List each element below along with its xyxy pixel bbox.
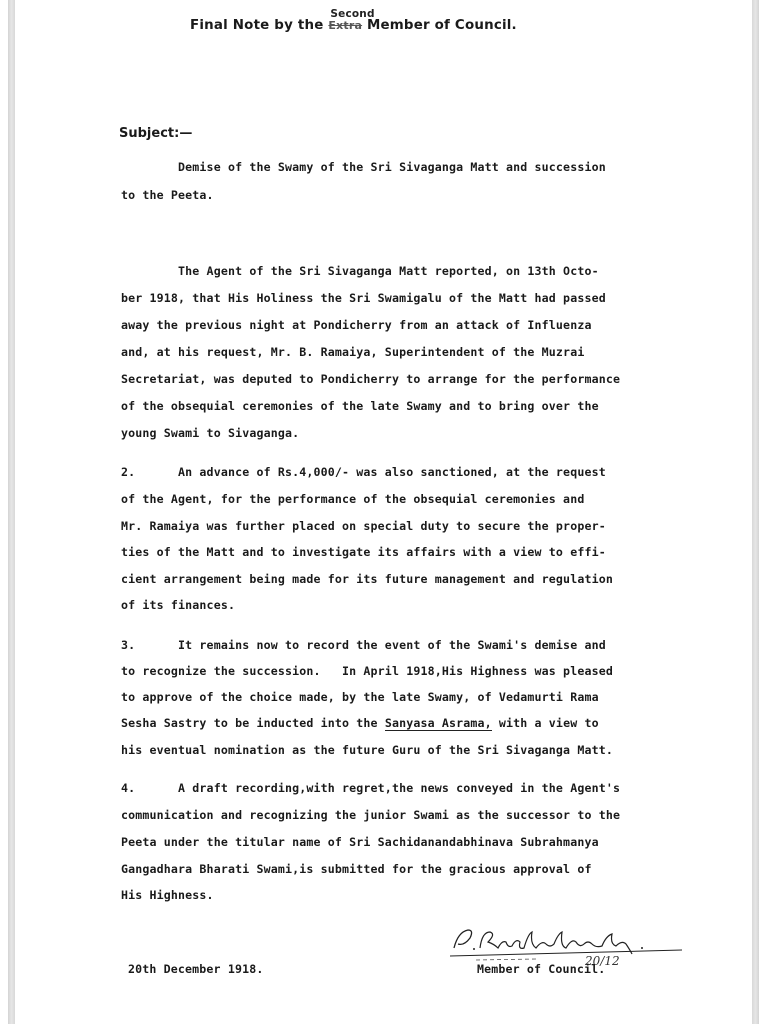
subject-line: Demise of the Swamy of the Sri Sivaganga Matt and succession <box>121 160 606 174</box>
paragraph-line: 2. An advance of Rs.4,000/- was also sanctioned, at the request <box>121 465 606 479</box>
handwritten-signature <box>446 920 686 968</box>
title-correction <box>328 8 375 33</box>
title-inserted-word: Second <box>330 8 375 20</box>
paragraph-line: of the obsequial ceremonies of the late Swamy and to bring over the <box>121 399 599 413</box>
paragraph-line: cient arrangement being made for its future management and regulation <box>121 572 613 586</box>
paragraph-line: ber 1918, that His Holiness the Sri Swamigalu of the Matt had passed <box>121 291 606 305</box>
signature-date: 20/12 <box>585 954 620 968</box>
paragraph-line: The Agent of the Sri Sivaganga Matt reported, on 13th Octo- <box>121 264 599 278</box>
paragraph-line: young Swami to Sivaganga. <box>121 426 300 440</box>
paragraph-line: and, at his request, Mr. B. Ramaiya, Superintendent of the Muzrai <box>121 345 585 359</box>
title-before: Final Note by the <box>190 18 329 33</box>
paragraph-line: ties of the Matt and to investigate its affairs with a view to effi- <box>121 545 606 559</box>
paragraph-line: to approve of the choice made, by the late Swamy, of Vedamurti Rama <box>121 690 599 704</box>
paragraph-line: of the Agent, for the performance of the obsequial ceremonies and <box>121 492 585 506</box>
paragraph-line: of its finances. <box>121 598 236 612</box>
paragraph-line: his eventual nomination as the future Guru of the Sri Sivaganga Matt. <box>121 743 613 757</box>
page-edge-right <box>752 0 759 1024</box>
underlined-term: Sanyasa Asrama, <box>384 716 492 730</box>
title-after: Member of Council. <box>362 18 517 33</box>
paragraph-line: away the previous night at Pondicherry from an attack of Influenza <box>121 318 592 332</box>
document-title <box>190 8 517 33</box>
paragraph-line: 3. It remains now to record the event of the Swami's demise and <box>121 638 606 652</box>
paragraph-line: Secretariat, was deputed to Pondicherry to arrange for the performance <box>121 372 621 386</box>
paragraph-line: 4. A draft recording,with regret,the news conveyed in the Agent's <box>121 781 621 795</box>
paragraph-line: His Highness. <box>121 888 214 902</box>
page-edge-left <box>8 0 15 1024</box>
paragraph-line: Mr. Ramaiya was further placed on special duty to secure the proper- <box>121 519 606 533</box>
signatory-designation: Member of Council. <box>477 962 606 976</box>
subject-label: Subject:— <box>119 126 193 141</box>
document-date: 20th December 1918. <box>128 962 264 976</box>
paragraph-line <box>121 716 599 730</box>
paragraph-line: to recognize the succession. In April 1918,His Highness was pleased <box>121 664 613 678</box>
line-text: Sesha Sastry to be inducted into the <box>121 716 385 730</box>
paragraph-line: Peeta under the titular name of Sri Sachidanandabhinava Subrahmanya <box>121 835 599 849</box>
subject-line: to the Peeta. <box>121 188 214 202</box>
paragraph-line: Gangadhara Bharati Swami,is submitted for the gracious approval of <box>121 862 592 876</box>
paragraph-line: communication and recognizing the junior Swami as the successor to the <box>121 808 621 822</box>
line-text: with a view to <box>491 716 599 730</box>
title-struck-word: Extra <box>328 19 363 32</box>
